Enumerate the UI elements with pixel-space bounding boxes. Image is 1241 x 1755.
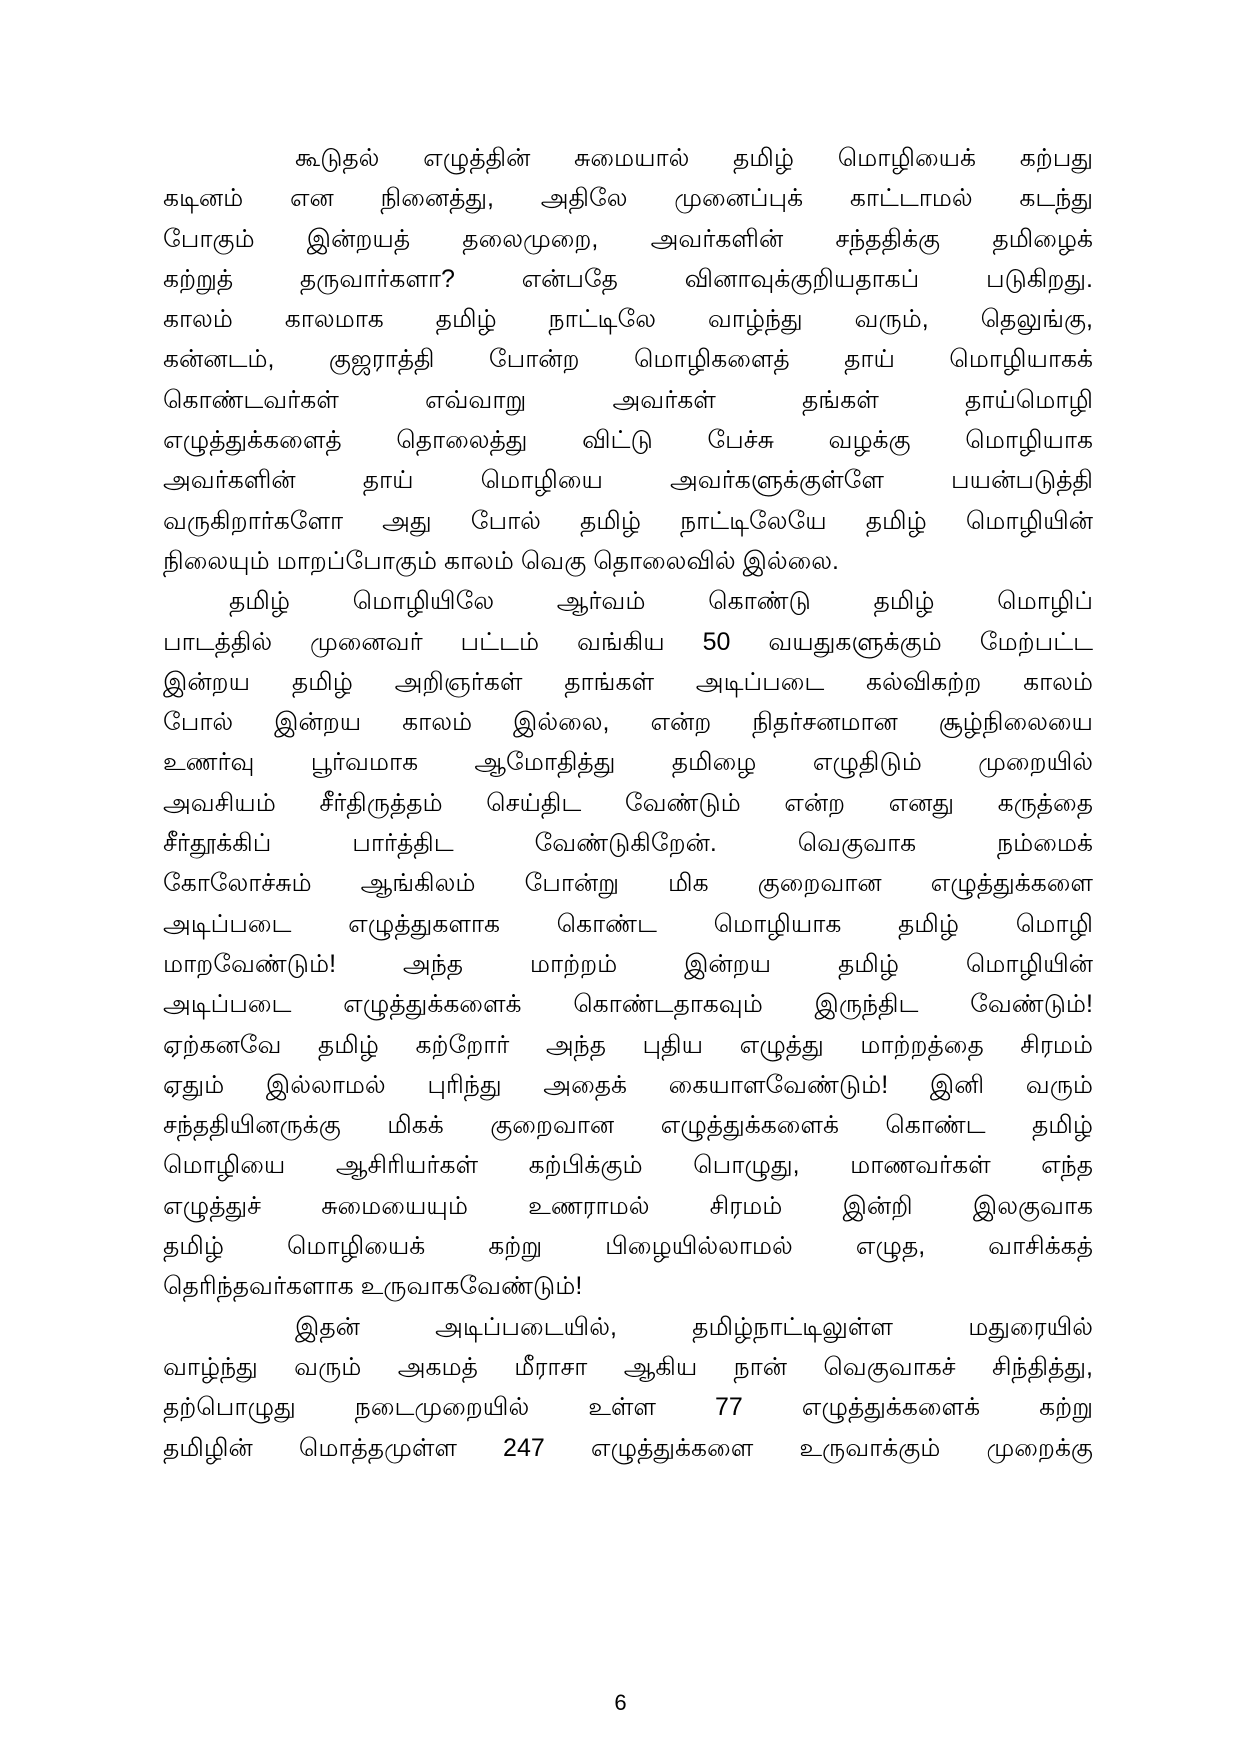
text-line: கூடுதல் எழுத்தின் சுமையால் தமிழ் மொழியைக் கற்பது [295,144,1093,172]
text-line: தெரிந்தவர்களாக உருவாகவேண்டும்! [163,1272,583,1301]
text-line: கற்றுத் தருவார்களா? என்பதே வினாவுக்குறியதாகப் படுகிறது. [163,264,1093,293]
text-line: தமிழ் மொழியைக் கற்று பிழையில்லாமல் எழுத, வாசிக்கத் [163,1232,1093,1261]
text-line: கோலோச்சும் ஆங்கிலம் போன்று மிக குறைவான எழுத்துக்களை [163,869,1093,898]
text-line: தற்பொழுது நடைமுறையில் உள்ள 77 எழுத்துக்களைக் கற்று [163,1393,1093,1422]
text-line: எழுத்துச் சுமையையும் உணராமல் சிரமம் இன்றி இலகுவாக [163,1191,1093,1220]
text-line: கன்னடம், குஜராத்தி போன்ற மொழிகளைத் தாய் மொழியாகக் [163,345,1093,374]
text-line: மாறவேண்டும்! அந்த மாற்றம் இன்றய தமிழ் மொழியின் [163,949,1093,978]
text-line: பாடத்தில் முனைவர் பட்டம் வங்கிய 50 வயதுகளுக்கும் மேற்பட்ட [163,627,1093,656]
text-line: அவர்களின் தாய் மொழியை அவர்களுக்குள்ளே பயன்படுத்தி [163,466,1093,495]
text-line: சந்ததியினருக்கு மிகக் குறைவான எழுத்துக்களைக் கொண்ட தமிழ் [163,1111,1093,1140]
text-line: வாழ்ந்து வரும் அகமத் மீராசா ஆகிய நான் வெகுவாகச் சிந்தித்து, [163,1352,1093,1381]
text-line: அடிப்படை எழுத்துகளாக கொண்ட மொழியாக தமிழ் மொழி [163,909,1093,938]
text-line: அடிப்படை எழுத்துக்களைக் கொண்டதாகவும் இருந்திட வேண்டும்! [163,990,1093,1019]
text-line: தமிழ் மொழியிலே ஆர்வம் கொண்டு தமிழ் மொழிப் [229,587,1093,616]
paragraph-2 [163,581,1093,1306]
text-line: அவசியம் சீர்திருத்தம் செய்திட வேண்டும் என்ற எனது கருத்தை [163,788,1093,817]
text-line: தமிழின் மொத்தமுள்ள 247 எழுத்துக்களை உருவாக்கும் முறைக்கு [163,1433,1093,1462]
text-line: இன்றய தமிழ் அறிஞர்கள் தாங்கள் அடிப்படை கல்விகற்ற காலம் [163,667,1093,696]
text-line: காலம் காலமாக தமிழ் நாட்டிலே வாழ்ந்து வரும், தெலுங்கு, [163,305,1093,334]
text-line: போகும் இன்றயத் தலைமுறை, அவர்களின் சந்ததிக்கு தமிழைக் [163,224,1093,253]
body-text [163,138,1093,1468]
text-line: இதன் அடிப்படையில், தமிழ்நாட்டிலுள்ள மதுரையில் [295,1312,1093,1341]
paragraph-1 [163,138,1093,581]
paragraph-3 [163,1307,1093,1468]
text-line: வருகிறார்களோ அது போல் தமிழ் நாட்டிலேயே தமிழ் மொழியின் [163,506,1093,535]
text-line: உணர்வு பூர்வமாக ஆமோதித்து தமிழை எழுதிடும் முறையில் [163,748,1093,777]
text-line: கொண்டவர்கள் எவ்வாறு அவர்கள் தங்கள் தாய்மொழி [163,385,1093,414]
page-number: 6 [614,1690,627,1715]
text-line: எழுத்துக்களைத் தொலைத்து விட்டு பேச்சு வழக்கு மொழியாக [163,426,1093,455]
text-line: ஏதும் இல்லாமல் புரிந்து அதைக் கையாளவேண்டும்! இனி வரும் [163,1070,1093,1099]
text-line: நிலையும் மாறப்போகும் காலம் வெகு தொலைவில் இல்லை. [163,546,840,575]
text-line: போல் இன்றய காலம் இல்லை, என்ற நிதர்சனமான சூழ்நிலையை [163,708,1093,737]
text-line: கடினம் என நினைத்து, அதிலே முனைப்புக் காட்டாமல் கடந்து [163,184,1093,213]
text-line: மொழியை ஆசிரியர்கள் கற்பிக்கும் பொழுது, மாணவர்கள் எந்த [163,1151,1093,1180]
text-line: ஏற்கனவே தமிழ் கற்றோர் அந்த புதிய எழுத்து மாற்றத்தை சிரமம் [163,1030,1093,1059]
text-line: சீர்தூக்கிப் பார்த்திட வேண்டுகிறேன். வெகுவாக நம்மைக் [163,829,1093,858]
